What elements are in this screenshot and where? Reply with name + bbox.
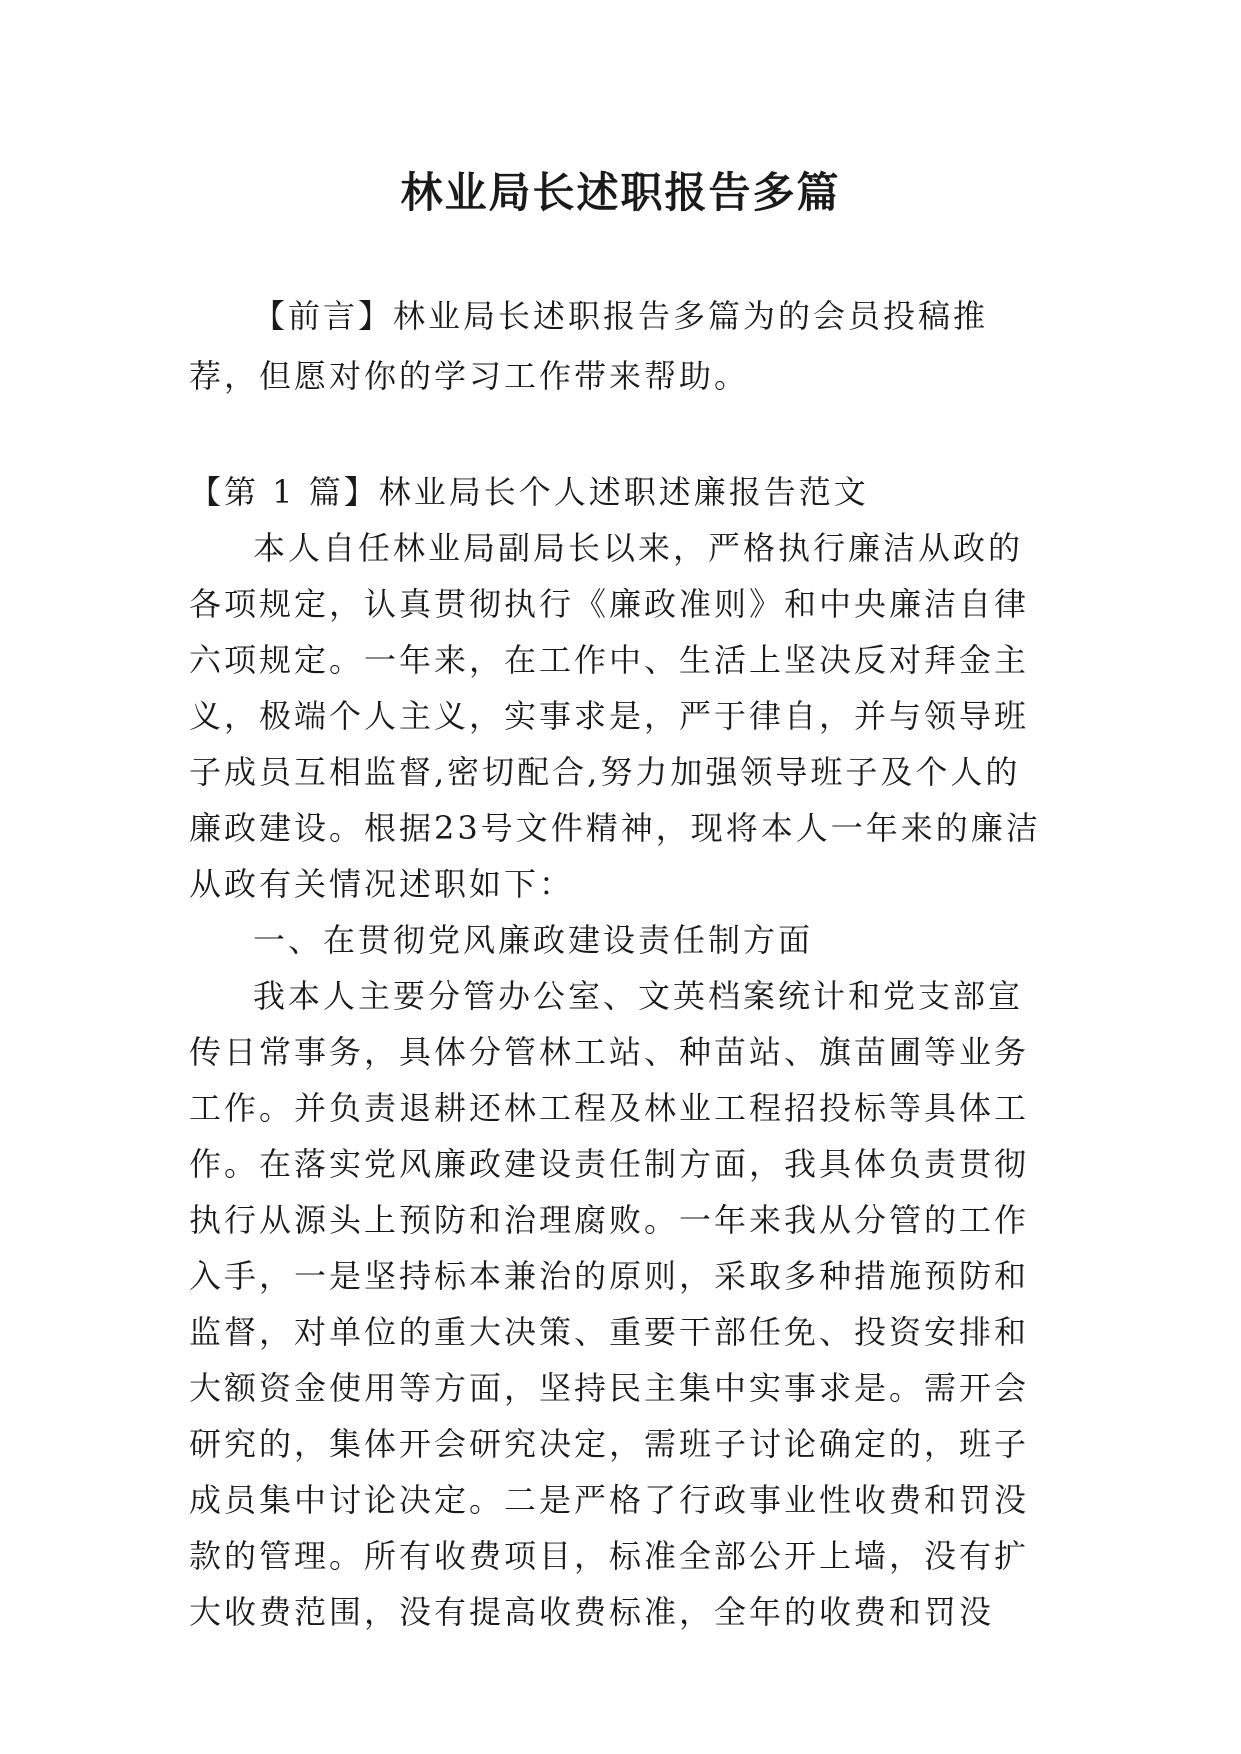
- body-paragraph: 我本人主要分管办公室、文英档案统计和党支部宣传日常事务，具体分管林工站、种苗站、旗苗圃等业务工作。并负责退耕还林工程及林业工程招投标等具体工作。在落实党风廉政建设责任制方面，我具体负责贯彻执行从源头上预防和治理腐败。一年来我从分管的工作入手，一是坚持标本兼治的原则，采取多种措施预防和监督，对单位的重大决策、重要干部任免、投资安排和大额资金使用等方面，坚持民主集中实事求是。需开会研究的，集体开会研究决定，需班子讨论确定的，班子成员集中讨论决定。二是严格了行政事业性收费和罚没款的管理。所有收费项目，标准全部公开上墙，没有扩大收费范围，没有提高收费标准，全年的收费和罚没: [189, 977, 1030, 1631]
- preface-block: [189, 286, 1051, 406]
- document-title: 林业局长述职报告多篇: [400, 168, 841, 217]
- body-paragraph: 本人自任林业局副局长以来，严格执行廉洁从政的各项规定，认真贯彻执行《廉政准则》和中央廉洁自律六项规定。一年来，在工作中、生活上坚决反对拜金主义，极端个人主义，实事求是，严于律自，并与领导班子成员互相监督,密切配合,努力加强领导班子及个人的廉政建设。根据23号文件精神，现将本人一年来的廉洁从政有关情况述职如下：: [189, 529, 1041, 903]
- chapter-title: 【第 1 篇】林业局长个人述职述廉报告范文: [189, 473, 869, 511]
- preface-paragraph: 【前言】林业局长述职报告多篇为的会员投稿推荐，但愿对你的学习工作带来帮助。: [189, 297, 989, 395]
- chapter-section: [189, 464, 1051, 1640]
- section-heading: 一、在贯彻党风廉政建设责任制方面: [253, 921, 814, 959]
